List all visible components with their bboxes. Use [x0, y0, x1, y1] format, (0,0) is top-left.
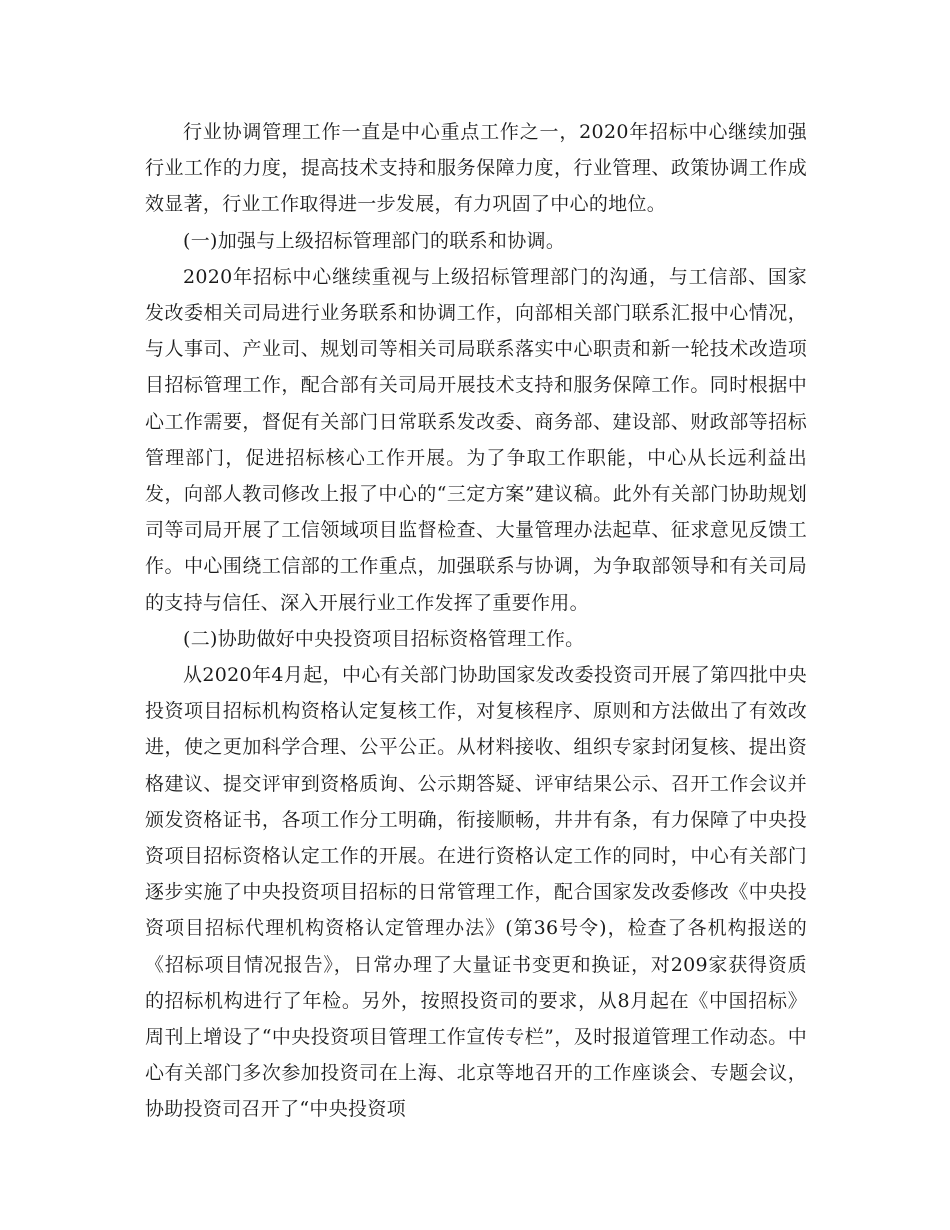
section-heading-1: (一)加强与上级招标管理部门的联系和协调。 [183, 229, 566, 252]
document-body [145, 114, 807, 1128]
section-heading-2: (二)协助做好中央投资项目招标资格管理工作。 [183, 627, 585, 650]
paragraph-section-2: 从2020年4月起，中心有关部门协助国家发改委投资司开展了第四批中央投资项目招标机构资格认定复核工作，对复核程序、原则和方法做出了有效改进，使之更加科学合理、公平公正。从材料接收、组织专家封闭复核、提出资格建议、提交评审到资格质询、公示期答疑、评审结果公示、召开工作会议并颁发资格证书，各项工作分工明确，衔接顺畅，井井有条，有力保障了中央投资项目招标资格认定工作的开展。在进行资格认定工作的同时，中心有关部门逐步实施了中央投资项目招标的日常管理工作，配合国家发改委修改《中央投资项目招标代理机构资格认定管理办法》(第36号令)，检查了各机构报送的《招标项目情况报告》，日常办理了大量证书变更和换证，对209家获得资质的招标机构进行了年检。另外，按照投资司的要求，从8月起在《中国招标》周刊上增设了“中央投资项目管理工作宣传专栏”，及时报道管理工作动态。中心有关部门多次参加投资司在上海、北京等地召开的工作座谈会、专题会议，协助投资司召开了“中央投资项 [145, 664, 807, 1121]
paragraph-intro: 行业协调管理工作一直是中心重点工作之一，2020年招标中心继续加强行业工作的力度，提高技术支持和服务保障力度，行业管理、政策协调工作成效显著，行业工作取得进一步发展，有力巩固了中心的地位。 [145, 121, 807, 216]
paragraph-section-1: 2020年招标中心继续重视与上级招标管理部门的沟通，与工信部、国家发改委相关司局进行业务联系和协调工作，向部相关部门联系汇报中心情况，与人事司、产业司、规划司等相关司局联系落实中心职责和新一轮技术改造项目招标管理工作，配合部有关司局开展技术支持和服务保障工作。同时根据中心工作需要，督促有关部门日常联系发改委、商务部、建设部、财政部等招标管理部门，促进招标核心工作开展。为了争取工作职能，中心从长远利益出发，向部人教司修改上报了中心的“三定方案”建议稿。此外有关部门协助规划司等司局开展了工信领域项目监督检查、大量管理办法起草、征求意见反馈工作。中心围绕工信部的工作重点，加强联系与协调，为争取部领导和有关司局的支持与信任、深入开展行业工作发挥了重要作用。 [145, 265, 807, 614]
